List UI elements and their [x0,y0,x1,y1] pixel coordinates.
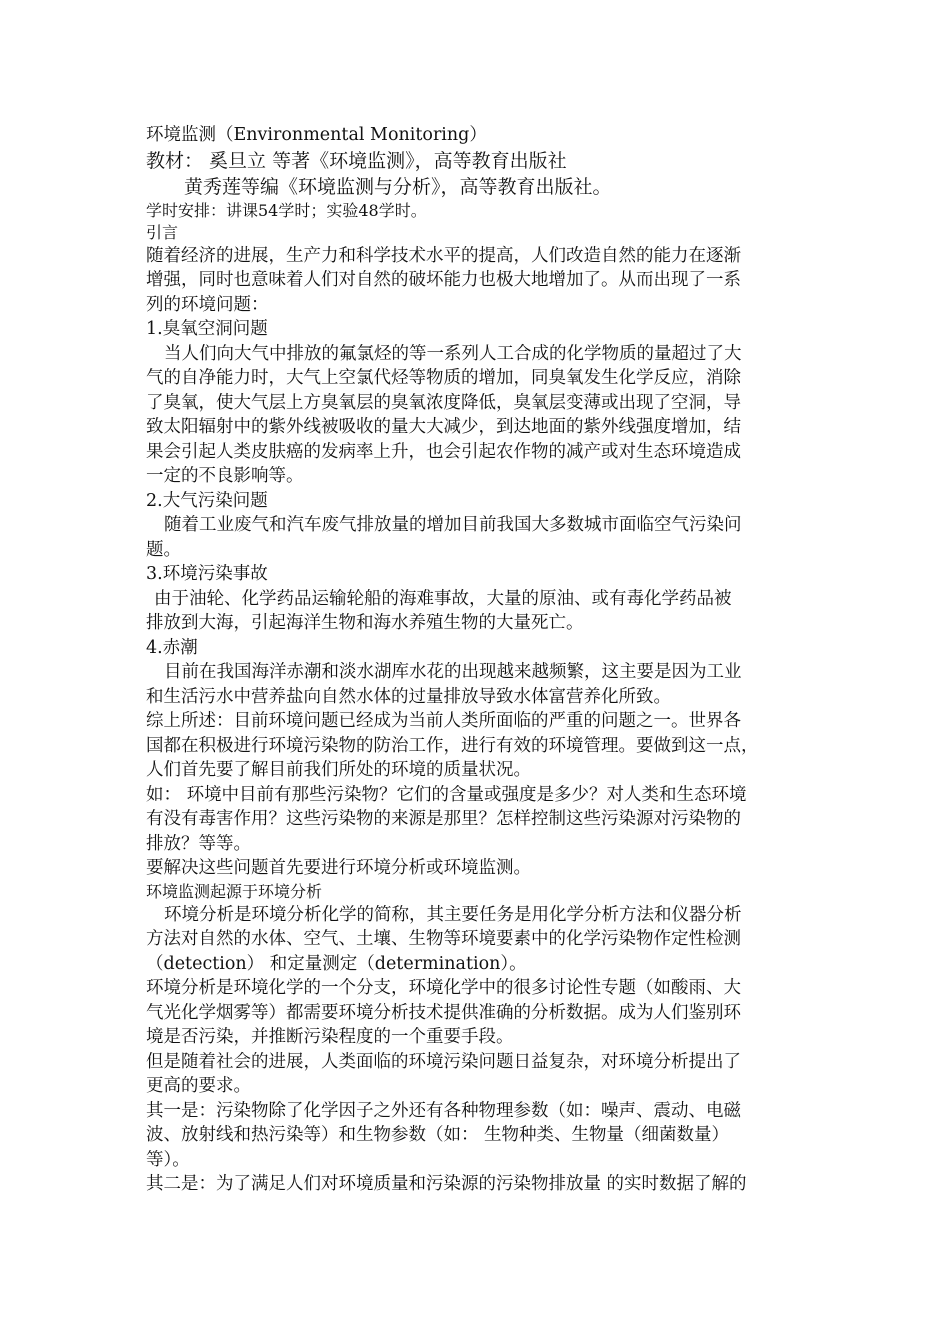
schedule-line: 学时安排：讲课54学时；实验48学时。 [146,200,427,220]
section-1-line: 致太阳辐射中的紫外线被吸收的量大大减少，到达地面的紫外线强度增加，结 [146,417,741,437]
textbook-line-1: 教材： 奚旦立 等著《环境监测》，高等教育出版社 [146,149,567,172]
section-2-heading: 2.大气污染问题 [146,490,268,511]
section-1-line: 了臭氧，使大气层上方臭氧层的臭氧浓度降低，臭氧层变薄或出现了空洞，导 [146,392,741,413]
section-1-line: 一定的不良影响等。 [146,466,304,486]
section-2-line: 题。 [146,539,181,560]
origin-heading: 环境监测起源于环境分析 [146,881,323,901]
summary-line: 综上所述：目前环境问题已经成为当前人类所面临的严重的问题之一。世界各 [146,711,741,731]
section-2-line: 随着工业废气和汽车废气排放量的增加目前我国大多数城市面临空气污染问 [164,515,742,535]
branch-line: 境是否污染，并推断污染程度的一个重要手段。 [146,1027,514,1047]
second-point-line: 其二是：为了满足人们对环境质量和污染源的污染物排放量 的实时数据了解的 [146,1174,747,1194]
doc-title: 环境监测（Environmental Monitoring） [146,125,487,145]
questions-line: 如： 环境中目前有那些污染物？它们的含量或强度是多少？对人类和生态环境 [146,784,747,805]
section-1-line: 果会引起人类皮肤癌的发病率上升，也会引起农作物的减产或对生态环境造成 [146,441,741,462]
branch-line: 气光化学烟雾等）都需要环境分析技术提供准确的分析数据。成为人们鉴别环 [146,1002,741,1023]
branch-line: 环境分析是环境化学的一个分支，环境化学中的很多讨论性专题（如酸雨、大 [146,978,741,998]
questions-line: 有没有毒害作用？这些污染物的来源是那里？怎样控制这些污染源对污染物的 [146,809,741,829]
first-point-line: 等）。 [146,1149,190,1170]
progress-line: 更高的要求。 [146,1076,251,1096]
questions-line: 排放？等等。 [146,833,251,854]
intro-line: 增强，同时也意味着人们对自然的破坏能力也极大地增加了。从而出现了一系 [146,270,741,290]
analysis-line: （detection） 和定量测定（determination）。 [146,953,527,974]
section-3-heading: 3.环境污染事故 [146,564,268,584]
intro-line: 列的环境问题： [146,294,269,315]
section-1-line: 气的自净能力时，大气上空氯代烃等物质的增加，同臭氧发生化学反应，消除 [146,368,741,388]
summary-line: 人们首先要了解目前我们所处的环境的质量状况。 [146,760,531,780]
intro-heading: 引言 [146,222,179,242]
intro-line: 随着经济的进展，生产力和科学技术水平的提高，人们改造自然的能力在逐渐 [146,245,741,266]
first-point-line: 其一是：污染物除了化学因子之外还有各种物理参数（如：噪声、震动、电磁 [146,1100,741,1121]
textbook-line-2: 黄秀莲等编《环境监测与分析》，高等教育出版社。 [184,175,612,198]
document-page [146,123,826,1197]
analysis-line: 环境分析是环境分析化学的简称，其主要任务是用化学分析方法和仪器分析 [164,904,742,925]
summary-line: 国都在积极进行环境污染物的防治工作，进行有效的环境管理。要做到这一点， [146,735,759,756]
section-4-line: 目前在我国海洋赤潮和淡水湖库水花的出现越来越频繁，这主要是因为工业 [164,662,742,682]
first-point-line: 波、放射线和热污染等）和生物参数（如： 生物种类、生物量（细菌数量） [146,1125,730,1145]
section-3-line: 排放到大海，引起海洋生物和海水养殖生物的大量死亡。 [146,613,584,633]
section-3-line: 由于油轮、化学药品运输轮船的海难事故，大量的原油、或有毒化学药品被 [154,588,732,609]
analysis-line: 方法对自然的水体、空气、土壤、生物等环境要素中的化学污染物作定性检测 [146,929,741,949]
section-4-heading: 4.赤潮 [146,637,198,658]
section-4-line: 和生活污水中营养盐向自然水体的过量排放导致水体富营养化所致。 [146,686,671,707]
solve-line: 要解决这些问题首先要进行环境分析或环境监测。 [146,858,531,878]
section-1-line: 当人们向大气中排放的氟氯烃的等一系列人工合成的化学物质的量超过了大 [164,343,742,364]
section-1-heading: 1.臭氧空洞问题 [146,319,268,339]
progress-line: 但是随着社会的进展，人类面临的环境污染问题日益复杂，对环境分析提出了 [146,1051,741,1072]
